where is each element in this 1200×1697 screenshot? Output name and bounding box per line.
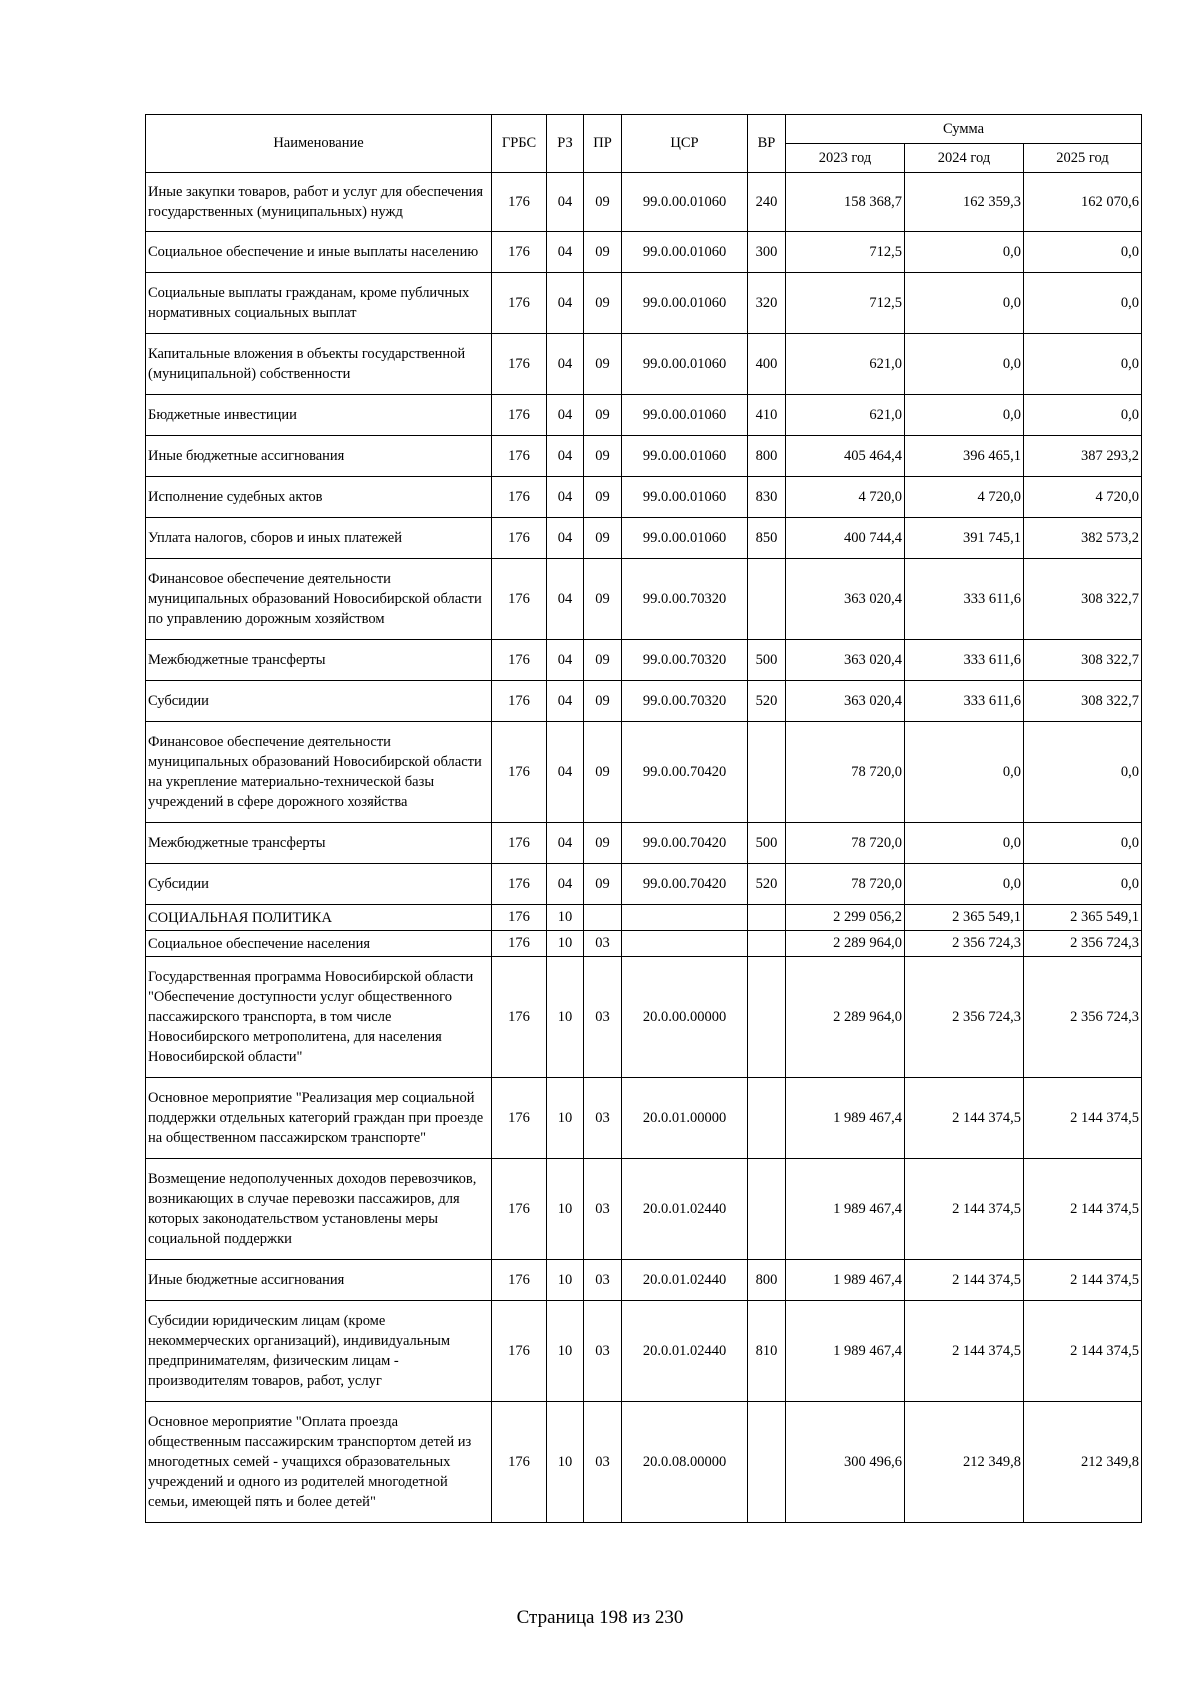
cell-grbs: 176 [492, 1402, 547, 1523]
cell-sum-2025: 2 356 724,3 [1024, 931, 1142, 957]
cell-sum-2025: 0,0 [1024, 273, 1142, 334]
table-row [146, 640, 1142, 681]
cell-name: Финансовое обеспечение деятельности муниципальных образований Новосибирской области по управлению дорожным хозяйством [146, 559, 492, 640]
budget-table [145, 114, 1142, 1523]
cell-vr: 800 [748, 1260, 786, 1301]
cell-sum-2024: 2 356 724,3 [905, 931, 1024, 957]
cell-csr: 99.0.00.70320 [622, 640, 748, 681]
cell-pr: 03 [584, 1402, 622, 1523]
cell-vr: 500 [748, 823, 786, 864]
cell-sum-2025: 382 573,2 [1024, 518, 1142, 559]
cell-sum-2025: 308 322,7 [1024, 559, 1142, 640]
cell-sum-2025: 162 070,6 [1024, 173, 1142, 232]
cell-pr: 09 [584, 334, 622, 395]
cell-sum-2024: 2 144 374,5 [905, 1260, 1024, 1301]
cell-sum-2024: 0,0 [905, 722, 1024, 823]
table-row [146, 436, 1142, 477]
cell-sum-2025: 2 365 549,1 [1024, 905, 1142, 931]
cell-sum-2025: 2 144 374,5 [1024, 1260, 1142, 1301]
cell-csr: 99.0.00.01060 [622, 173, 748, 232]
cell-csr: 20.0.08.00000 [622, 1402, 748, 1523]
cell-sum-2023: 2 289 964,0 [786, 931, 905, 957]
cell-vr [748, 1402, 786, 1523]
header-year-2024: 2024 год [905, 144, 1024, 173]
cell-sum-2023: 712,5 [786, 273, 905, 334]
cell-csr: 20.0.01.00000 [622, 1078, 748, 1159]
cell-sum-2023: 621,0 [786, 395, 905, 436]
cell-sum-2023: 363 020,4 [786, 559, 905, 640]
cell-csr: 99.0.00.70420 [622, 722, 748, 823]
cell-name: Межбюджетные трансферты [146, 823, 492, 864]
cell-csr: 20.0.01.02440 [622, 1301, 748, 1402]
cell-grbs: 176 [492, 1260, 547, 1301]
cell-sum-2025: 2 356 724,3 [1024, 957, 1142, 1078]
cell-grbs: 176 [492, 722, 547, 823]
cell-rz: 10 [547, 957, 584, 1078]
table-row [146, 477, 1142, 518]
cell-name: Государственная программа Новосибирской области "Обеспечение доступности услуг общественного пассажирского транспорта, в том числе Новосибирского метрополитена, для населения Новосибирской области" [146, 957, 492, 1078]
cell-sum-2023: 1 989 467,4 [786, 1301, 905, 1402]
cell-vr: 810 [748, 1301, 786, 1402]
cell-sum-2023: 78 720,0 [786, 722, 905, 823]
cell-vr: 800 [748, 436, 786, 477]
cell-sum-2023: 621,0 [786, 334, 905, 395]
cell-sum-2023: 2 299 056,2 [786, 905, 905, 931]
table-row [146, 334, 1142, 395]
cell-sum-2025: 0,0 [1024, 232, 1142, 273]
cell-sum-2025: 387 293,2 [1024, 436, 1142, 477]
cell-rz: 04 [547, 273, 584, 334]
header-csr: ЦСР [622, 115, 748, 173]
cell-grbs: 176 [492, 823, 547, 864]
cell-sum-2024: 333 611,6 [905, 559, 1024, 640]
cell-csr: 99.0.00.01060 [622, 395, 748, 436]
cell-csr: 99.0.00.70420 [622, 864, 748, 905]
cell-grbs: 176 [492, 232, 547, 273]
cell-sum-2023: 712,5 [786, 232, 905, 273]
cell-grbs: 176 [492, 905, 547, 931]
cell-csr: 20.0.01.02440 [622, 1260, 748, 1301]
table-row [146, 722, 1142, 823]
cell-grbs: 176 [492, 1159, 547, 1260]
cell-grbs: 176 [492, 518, 547, 559]
cell-pr: 09 [584, 173, 622, 232]
cell-sum-2023: 300 496,6 [786, 1402, 905, 1523]
cell-grbs: 176 [492, 477, 547, 518]
cell-vr: 850 [748, 518, 786, 559]
cell-sum-2024: 0,0 [905, 334, 1024, 395]
cell-csr: 99.0.00.01060 [622, 436, 748, 477]
cell-csr: 99.0.00.01060 [622, 273, 748, 334]
cell-sum-2024: 0,0 [905, 864, 1024, 905]
cell-sum-2023: 363 020,4 [786, 681, 905, 722]
table-row [146, 395, 1142, 436]
header-year-2025: 2025 год [1024, 144, 1142, 173]
cell-pr: 03 [584, 1260, 622, 1301]
cell-sum-2025: 0,0 [1024, 722, 1142, 823]
cell-pr: 03 [584, 1301, 622, 1402]
cell-sum-2025: 0,0 [1024, 864, 1142, 905]
table-row [146, 931, 1142, 957]
cell-sum-2023: 158 368,7 [786, 173, 905, 232]
table-row [146, 864, 1142, 905]
cell-pr: 03 [584, 957, 622, 1078]
cell-rz: 10 [547, 931, 584, 957]
cell-pr: 03 [584, 931, 622, 957]
cell-pr: 03 [584, 1159, 622, 1260]
cell-pr: 09 [584, 232, 622, 273]
cell-csr: 20.0.01.02440 [622, 1159, 748, 1260]
cell-sum-2025: 4 720,0 [1024, 477, 1142, 518]
table-row [146, 905, 1142, 931]
cell-pr: 09 [584, 477, 622, 518]
cell-csr: 20.0.00.00000 [622, 957, 748, 1078]
cell-sum-2024: 2 356 724,3 [905, 957, 1024, 1078]
cell-grbs: 176 [492, 436, 547, 477]
cell-sum-2024: 162 359,3 [905, 173, 1024, 232]
cell-pr: 09 [584, 823, 622, 864]
cell-grbs: 176 [492, 864, 547, 905]
cell-rz: 10 [547, 1159, 584, 1260]
cell-vr: 320 [748, 273, 786, 334]
cell-sum-2024: 0,0 [905, 395, 1024, 436]
cell-pr: 09 [584, 559, 622, 640]
cell-pr: 09 [584, 722, 622, 823]
cell-csr [622, 931, 748, 957]
cell-pr: 09 [584, 518, 622, 559]
cell-name: Межбюджетные трансферты [146, 640, 492, 681]
cell-sum-2025: 2 144 374,5 [1024, 1159, 1142, 1260]
cell-sum-2023: 363 020,4 [786, 640, 905, 681]
cell-vr: 520 [748, 864, 786, 905]
cell-grbs: 176 [492, 640, 547, 681]
cell-sum-2023: 405 464,4 [786, 436, 905, 477]
cell-rz: 04 [547, 395, 584, 436]
cell-sum-2024: 2 144 374,5 [905, 1301, 1024, 1402]
header-grbs: ГРБС [492, 115, 547, 173]
cell-grbs: 176 [492, 173, 547, 232]
table-body [146, 173, 1142, 1523]
cell-name: Социальные выплаты гражданам, кроме публичных нормативных социальных выплат [146, 273, 492, 334]
cell-sum-2024: 333 611,6 [905, 640, 1024, 681]
cell-pr: 03 [584, 1078, 622, 1159]
cell-name: Капитальные вложения в объекты государственной (муниципальной) собственности [146, 334, 492, 395]
cell-grbs: 176 [492, 559, 547, 640]
cell-sum-2024: 212 349,8 [905, 1402, 1024, 1523]
table-row [146, 1159, 1142, 1260]
table-row [146, 1078, 1142, 1159]
cell-vr [748, 559, 786, 640]
cell-rz: 04 [547, 477, 584, 518]
cell-name: Субсидии [146, 864, 492, 905]
cell-sum-2025: 0,0 [1024, 334, 1142, 395]
cell-csr: 99.0.00.01060 [622, 477, 748, 518]
header-pr: ПР [584, 115, 622, 173]
cell-sum-2023: 4 720,0 [786, 477, 905, 518]
cell-name: Основное мероприятие "Оплата проезда общественным пассажирским транспортом детей из многодетных семей - учащихся образовательных учреждений и одного из родителей многодетной семьи, имеющей пять и более детей" [146, 1402, 492, 1523]
cell-sum-2023: 1 989 467,4 [786, 1159, 905, 1260]
cell-name: Субсидии [146, 681, 492, 722]
cell-sum-2025: 308 322,7 [1024, 640, 1142, 681]
cell-rz: 04 [547, 436, 584, 477]
cell-pr: 09 [584, 864, 622, 905]
cell-pr: 09 [584, 436, 622, 477]
cell-sum-2024: 2 365 549,1 [905, 905, 1024, 931]
cell-name: Социальное обеспечение населения [146, 931, 492, 957]
cell-sum-2024: 0,0 [905, 823, 1024, 864]
cell-sum-2024: 2 144 374,5 [905, 1078, 1024, 1159]
header-year-2023: 2023 год [786, 144, 905, 173]
cell-vr: 500 [748, 640, 786, 681]
cell-sum-2023: 1 989 467,4 [786, 1078, 905, 1159]
cell-sum-2023: 2 289 964,0 [786, 957, 905, 1078]
cell-name: Основное мероприятие "Реализация мер социальной поддержки отдельных категорий граждан при проезде на общественном пассажирском транспорте" [146, 1078, 492, 1159]
cell-pr [584, 905, 622, 931]
cell-sum-2024: 396 465,1 [905, 436, 1024, 477]
cell-grbs: 176 [492, 931, 547, 957]
cell-rz: 04 [547, 334, 584, 395]
cell-vr [748, 957, 786, 1078]
cell-name: Социальное обеспечение и иные выплаты населению [146, 232, 492, 273]
cell-sum-2024: 0,0 [905, 273, 1024, 334]
cell-sum-2025: 0,0 [1024, 823, 1142, 864]
cell-pr: 09 [584, 681, 622, 722]
cell-sum-2025: 0,0 [1024, 395, 1142, 436]
header-vr: ВР [748, 115, 786, 173]
cell-name: Финансовое обеспечение деятельности муниципальных образований Новосибирской области на укрепление материально-технической базы учреждений в сфере дорожного хозяйства [146, 722, 492, 823]
cell-grbs: 176 [492, 1078, 547, 1159]
cell-name: СОЦИАЛЬНАЯ ПОЛИТИКА [146, 905, 492, 931]
cell-rz: 04 [547, 823, 584, 864]
cell-rz: 04 [547, 681, 584, 722]
cell-vr [748, 905, 786, 931]
cell-grbs: 176 [492, 1301, 547, 1402]
cell-rz: 10 [547, 1402, 584, 1523]
cell-rz: 10 [547, 905, 584, 931]
cell-pr: 09 [584, 273, 622, 334]
cell-sum-2025: 212 349,8 [1024, 1402, 1142, 1523]
table-row [146, 1402, 1142, 1523]
cell-rz: 04 [547, 518, 584, 559]
cell-vr [748, 722, 786, 823]
cell-vr: 400 [748, 334, 786, 395]
cell-name: Иные бюджетные ассигнования [146, 436, 492, 477]
cell-grbs: 176 [492, 334, 547, 395]
cell-name: Исполнение судебных актов [146, 477, 492, 518]
cell-sum-2023: 400 744,4 [786, 518, 905, 559]
cell-sum-2024: 2 144 374,5 [905, 1159, 1024, 1260]
cell-vr: 830 [748, 477, 786, 518]
cell-sum-2024: 0,0 [905, 232, 1024, 273]
table-row [146, 518, 1142, 559]
cell-name: Возмещение недополученных доходов перевозчиков, возникающих в случае перевозки пассажиров, для которых законодательством установлены меры социальной поддержки [146, 1159, 492, 1260]
cell-rz: 10 [547, 1301, 584, 1402]
cell-pr: 09 [584, 640, 622, 681]
page-number: Страница 198 из 230 [516, 1607, 684, 1628]
cell-rz: 04 [547, 722, 584, 823]
table-row [146, 232, 1142, 273]
cell-rz: 04 [547, 232, 584, 273]
cell-grbs: 176 [492, 273, 547, 334]
cell-name: Бюджетные инвестиции [146, 395, 492, 436]
cell-csr: 99.0.00.01060 [622, 334, 748, 395]
cell-rz: 04 [547, 640, 584, 681]
header-name: Наименование [146, 115, 492, 173]
cell-rz: 10 [547, 1260, 584, 1301]
cell-csr: 99.0.00.70320 [622, 559, 748, 640]
table-header [146, 115, 1142, 173]
table-row [146, 681, 1142, 722]
cell-sum-2025: 2 144 374,5 [1024, 1301, 1142, 1402]
cell-rz: 04 [547, 864, 584, 905]
table-row [146, 823, 1142, 864]
cell-sum-2025: 308 322,7 [1024, 681, 1142, 722]
cell-grbs: 176 [492, 957, 547, 1078]
cell-csr: 99.0.00.01060 [622, 518, 748, 559]
cell-pr: 09 [584, 395, 622, 436]
cell-vr: 410 [748, 395, 786, 436]
cell-rz: 10 [547, 1078, 584, 1159]
cell-rz: 04 [547, 173, 584, 232]
cell-name: Иные закупки товаров, работ и услуг для обеспечения государственных (муниципальных) нужд [146, 173, 492, 232]
cell-sum-2024: 4 720,0 [905, 477, 1024, 518]
cell-name: Иные бюджетные ассигнования [146, 1260, 492, 1301]
header-sum: Сумма [786, 115, 1142, 144]
cell-sum-2023: 1 989 467,4 [786, 1260, 905, 1301]
table-row [146, 1260, 1142, 1301]
cell-grbs: 176 [492, 681, 547, 722]
cell-csr: 99.0.00.70420 [622, 823, 748, 864]
table-row [146, 273, 1142, 334]
cell-name: Субсидии юридическим лицам (кроме некоммерческих организаций), индивидуальным предпринимателям, физическим лицам - производителям товаров, работ, услуг [146, 1301, 492, 1402]
header-rz: РЗ [547, 115, 584, 173]
cell-csr: 99.0.00.70320 [622, 681, 748, 722]
cell-csr [622, 905, 748, 931]
cell-name: Уплата налогов, сборов и иных платежей [146, 518, 492, 559]
table-row [146, 559, 1142, 640]
cell-vr [748, 931, 786, 957]
cell-vr: 300 [748, 232, 786, 273]
cell-vr [748, 1159, 786, 1260]
cell-csr: 99.0.00.01060 [622, 232, 748, 273]
cell-sum-2023: 78 720,0 [786, 864, 905, 905]
cell-sum-2024: 391 745,1 [905, 518, 1024, 559]
cell-vr: 520 [748, 681, 786, 722]
cell-sum-2025: 2 144 374,5 [1024, 1078, 1142, 1159]
cell-grbs: 176 [492, 395, 547, 436]
table-row [146, 173, 1142, 232]
cell-vr: 240 [748, 173, 786, 232]
cell-rz: 04 [547, 559, 584, 640]
cell-sum-2024: 333 611,6 [905, 681, 1024, 722]
cell-sum-2023: 78 720,0 [786, 823, 905, 864]
table-row [146, 1301, 1142, 1402]
cell-vr [748, 1078, 786, 1159]
table-row [146, 957, 1142, 1078]
